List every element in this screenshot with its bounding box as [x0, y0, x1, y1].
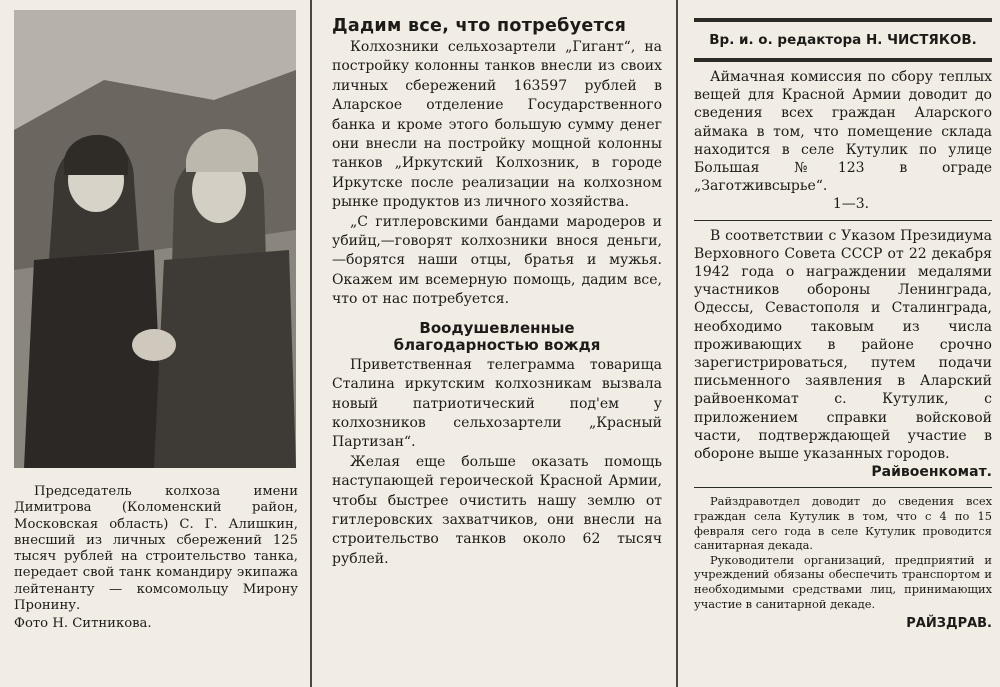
notice-sanitary-duties: Руководители организаций, предприятий и учреждений обязаны обеспечить транспортом и необходимыми средствами лиц, принимающих участие в санитарной декаде.	[694, 552, 992, 611]
article-paragraph: „С гитлеровскими бандами мародеров и убийц,—говорят колхозники внося деньги,—борятся наши отцы, братья и мужья. Окажем им всемерную помощь, дадим все, что от нас потребуется.	[332, 213, 662, 308]
header-rule	[694, 18, 992, 22]
photo-illustration	[14, 10, 296, 468]
article-paragraph: Колхозники сельхозартели „Гигант“, на постройку колонны танков внесли из своих личных сбережений 163597 рублей в Аларское отделение Государственного банка и кроме этого большую сумму денег они внесли на постройку мощной колонны танков „Иркутский Колхозник, в городе Иркутске после реализации на колхозном рынке продуктов из личного хозяйства.	[332, 39, 662, 211]
column-divider	[310, 0, 312, 687]
notices-column	[684, 0, 1000, 687]
newspaper-photo	[14, 10, 296, 468]
article2-paragraph: Приветственная телеграмма товарища Сталина иркутским колхозникам вызвала новый патриотический под'ем у колхозников сельхозартели „Красный Партизан“.	[332, 356, 662, 451]
article2-title-line: Воодушевленные	[419, 318, 575, 337]
notice-divider	[694, 487, 992, 488]
editor-line: Вр. и. о. редактора Н. ЧИСТЯКОВ.	[709, 32, 977, 48]
notice-signature: РАЙЗДРАВ.	[906, 616, 992, 632]
article-column	[318, 0, 672, 687]
article2-title-line: благодарностью вождя	[393, 335, 601, 354]
column-divider	[676, 0, 678, 687]
notice-divider	[694, 220, 992, 221]
photo-caption: Председатель колхоза имени Димитрова (Коломенский район, Московская область) С. Г. Алишкин, внесший из личных сбережений 125 тысяч рублей на строительство танка, передает свой танк командиру экипажа лейтенанту — комсомольцу Мирону Пронину.	[14, 484, 298, 614]
article-title: Дадим все, что потребуется	[332, 16, 627, 36]
notice-sanitary: Райздравотдел доводит до сведения всех граждан села Кутулик в том, что с 4 по 15 февраля сего года в селе Кутулик проводится санитарная декада.	[694, 494, 992, 553]
notice-warm-clothes: Аймачная комиссия по сбору теплых вещей для Красной Армии доводит до сведения всех граждан Аларского аймака в том, что помещение склада находится в селе Кутулик по улице Большая №123 в ограде „Заготживсырье“.	[694, 69, 992, 195]
article2-paragraph: Желая еще больше оказать помощь наступающей героической Красной Армии, чтобы быстрее очистить нашу землю от гитлеровских захватчиков, они внесли на строительство танков около 62 тысяч рублей.	[332, 453, 662, 567]
notice-medals: В соответствии с Указом Президиума Верховного Совета СССР от 22 декабря 1942 года о награждении медалями участников обороны Ленинграда, Одессы, Севастополя и Сталинграда, необходимо таковым из числа проживающих в районе срочно зарегистрироваться, путем подачи письменного заявления в Аларский райвоенкомат с. Кутулик, с приложением справки войсковой части, подтверждающей участие в обороне выше указанных городов.	[694, 227, 992, 463]
article2-title	[332, 320, 662, 354]
notice-number: 1—3.	[832, 196, 870, 213]
notice-signature: Райвоенкомат.	[871, 464, 992, 481]
photo-column	[0, 0, 306, 687]
section-rule	[694, 58, 992, 62]
photo-credit: Фото Н. Ситникова.	[14, 616, 152, 632]
